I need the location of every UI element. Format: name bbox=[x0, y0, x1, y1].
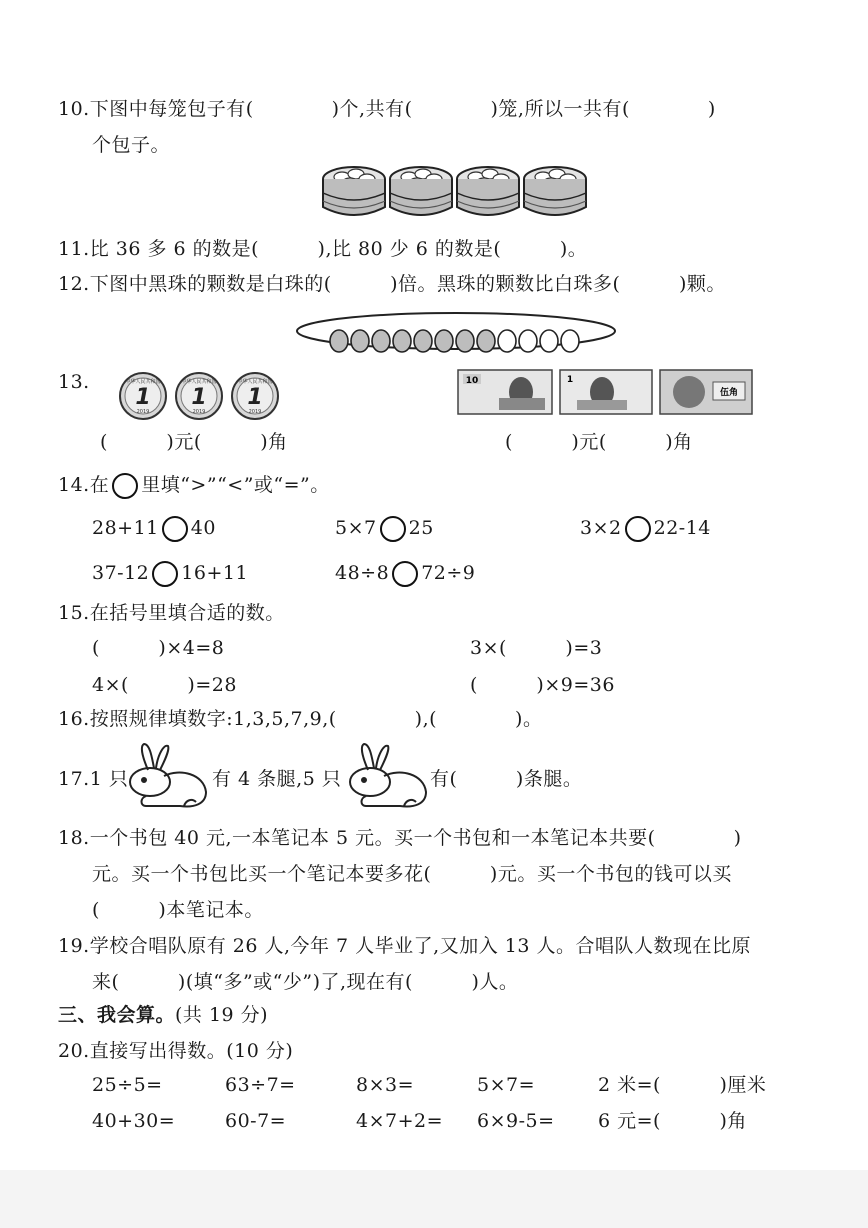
q20-r1-c5: 2 米=( )厘米 bbox=[598, 1074, 767, 1096]
answer-circle[interactable] bbox=[625, 516, 651, 542]
black-bead bbox=[456, 330, 474, 352]
beads-figure bbox=[295, 310, 617, 360]
q17-part-b: 有 4 条腿,5 只 bbox=[212, 768, 342, 790]
q11-line: 11.比 36 多 6 的数是( ),比 80 少 6 的数是( )。 bbox=[58, 238, 588, 260]
q13-number: 13. bbox=[58, 371, 90, 393]
answer-circle[interactable] bbox=[380, 516, 406, 542]
black-bead bbox=[330, 330, 348, 352]
q15-item-3: 4×( )=28 bbox=[92, 674, 237, 696]
svg-text:10: 10 bbox=[465, 376, 479, 386]
banknote-1 bbox=[560, 370, 652, 414]
q20-r2-c5: 6 元=( )角 bbox=[598, 1110, 747, 1132]
svg-text:1: 1 bbox=[566, 375, 574, 385]
svg-text:中华人民共和国: 中华人民共和国 bbox=[125, 379, 161, 385]
rabbit-icon bbox=[124, 740, 210, 812]
q20-r2-c1: 40+30= bbox=[92, 1110, 176, 1132]
q20-r2-c2: 60-7= bbox=[225, 1110, 287, 1132]
q20-title: 20.直接写出得数。(10 分) bbox=[58, 1040, 294, 1062]
section3-heading: 三、我会算。(共 19 分) bbox=[58, 1004, 269, 1026]
svg-text:2019: 2019 bbox=[136, 409, 150, 415]
q20-r2-c3: 4×7+2= bbox=[356, 1110, 444, 1132]
q12-line: 12.下图中黑珠的颗数是白珠的( )倍。黑珠的颗数比白珠多( )颗。 bbox=[58, 273, 726, 295]
q18-line2: 元。买一个书包比买一个笔记本要多花( )元。买一个书包的钱可以买 bbox=[92, 863, 732, 885]
white-bead bbox=[561, 330, 579, 352]
svg-text:1: 1 bbox=[135, 385, 151, 410]
answer-circle[interactable] bbox=[152, 561, 178, 587]
q17-part-c: 有( )条腿。 bbox=[430, 768, 583, 790]
q19-line2: 来( )(填“多”或“少”)了,现在有( )人。 bbox=[92, 971, 519, 993]
banknote-10 bbox=[458, 370, 552, 414]
banknote-5jiao bbox=[660, 370, 752, 414]
q16-line: 16.按照规律填数字:1,3,5,7,9,( ),( )。 bbox=[58, 708, 543, 730]
q15-item-2: 3×( )=3 bbox=[470, 637, 603, 659]
black-bead bbox=[414, 330, 432, 352]
q14-item-2: 5×7 25 bbox=[335, 516, 434, 542]
q14-title: 14.在 里填“>”“<”或“=”。 bbox=[58, 473, 330, 499]
q13-coins-answer: ( )元( )角 bbox=[100, 431, 288, 453]
steamer-baskets-figure bbox=[322, 163, 590, 225]
white-bead bbox=[519, 330, 537, 352]
q15-title: 15.在括号里填合适的数。 bbox=[58, 602, 285, 624]
black-bead bbox=[372, 330, 390, 352]
svg-text:伍角: 伍角 bbox=[719, 388, 739, 398]
answer-circle[interactable] bbox=[162, 516, 188, 542]
compare-circle-icon bbox=[112, 473, 138, 499]
rabbit-icon bbox=[344, 740, 430, 812]
q20-r1-c3: 8×3= bbox=[356, 1074, 415, 1096]
q18-line1: 18.一个书包 40 元,一本笔记本 5 元。买一个书包和一本笔记本共要( ) bbox=[58, 827, 742, 849]
q15-item-4: ( )×9=36 bbox=[470, 674, 615, 696]
q19-line1: 19.学校合唱队原有 26 人,今年 7 人毕业了,又加入 13 人。合唱队人数现在比原 bbox=[58, 935, 751, 957]
q20-r2-c4: 6×9-5= bbox=[477, 1110, 555, 1132]
q14-item-1: 28+11 40 bbox=[92, 516, 216, 542]
q13-notes-answer: ( )元( )角 bbox=[505, 431, 693, 453]
q10-line1: 10.下图中每笼包子有( )个,共有( )笼,所以一共有( ) bbox=[58, 98, 716, 120]
white-bead bbox=[540, 330, 558, 352]
answer-circle[interactable] bbox=[392, 561, 418, 587]
q20-r1-c1: 25÷5= bbox=[92, 1074, 163, 1096]
black-bead bbox=[435, 330, 453, 352]
q17-part-a: 17.1 只 bbox=[58, 768, 129, 790]
black-bead bbox=[477, 330, 495, 352]
q14-item-4: 37-12 16+11 bbox=[92, 561, 248, 587]
banknotes-figure bbox=[457, 368, 755, 416]
q20-r1-c2: 63÷7= bbox=[225, 1074, 296, 1096]
q14-item-5: 48÷8 72÷9 bbox=[335, 561, 475, 587]
black-bead bbox=[393, 330, 411, 352]
q18-line3: ( )本笔记本。 bbox=[92, 899, 264, 921]
q15-item-1: ( )×4=8 bbox=[92, 637, 225, 659]
white-bead bbox=[498, 330, 516, 352]
q20-r1-c4: 5×7= bbox=[477, 1074, 536, 1096]
q14-item-3: 3×2 22-14 bbox=[580, 516, 711, 542]
black-bead bbox=[351, 330, 369, 352]
q10-line2: 个包子。 bbox=[92, 134, 171, 156]
coins-figure bbox=[118, 371, 286, 423]
